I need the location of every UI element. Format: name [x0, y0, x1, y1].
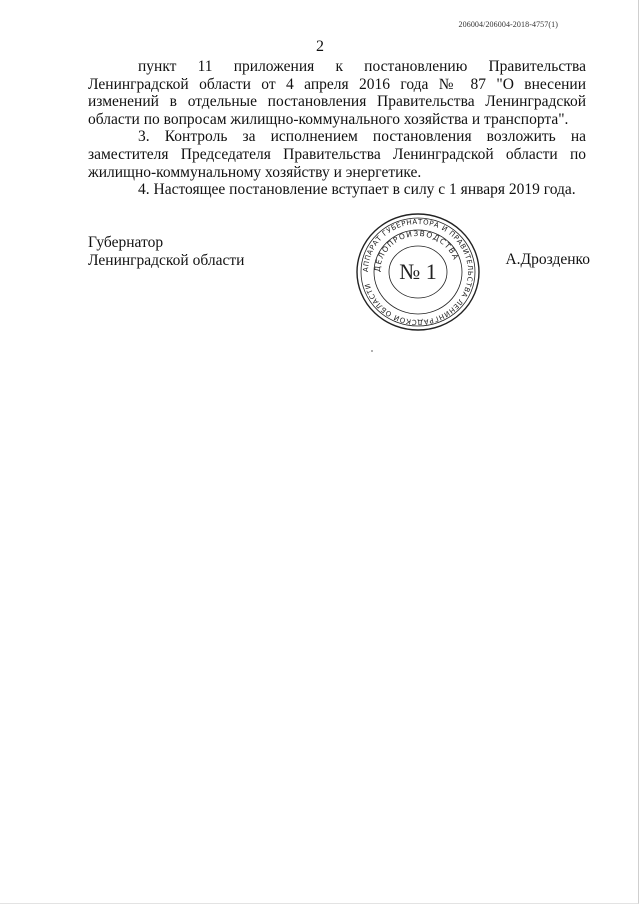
seal-center-number: № 1: [399, 259, 437, 284]
signatory-name: А.Дрозденко: [505, 251, 590, 268]
document-code: 206004/206004-2018-4757(1): [458, 20, 558, 29]
seal-inner-text: ДЕЛОПРОИЗВОДСТВА: [372, 228, 461, 273]
paragraph-control: 3. Контроль за исполнением постановления возложить на заместителя Председателя Правительства Ленинградской области по жилищно-коммунальному хозяйству и энергетике.: [88, 128, 586, 181]
scan-dot: [371, 350, 373, 352]
page-number: 2: [316, 38, 324, 55]
signature-title-line1: Губернатор: [88, 234, 164, 251]
seal-ring-text: АППАРАТ ГУБЕРНАТОРА И ПРАВИТЕЛЬСТВА ЛЕНИНГРАДСКОЙ ОБЛАСТИ: [361, 217, 475, 327]
official-seal-stamp: [355, 212, 481, 332]
paragraph-continuation: пункт 11 приложения к постановлению Правительства Ленинградской области от 4 апреля 2016 года № 87 "О внесении изменений в отдельные постановления Правительства Ленинградской области по вопросам жилищно-коммунального хозяйства и транспорта".: [88, 58, 586, 128]
signature-title-line2: Ленинградской области: [88, 252, 245, 269]
paragraph-effective-date: 4. Настоящее постановление вступает в силу с 1 января 2019 года.: [138, 181, 576, 199]
signature-title: [88, 234, 244, 270]
document-body: [88, 58, 586, 199]
